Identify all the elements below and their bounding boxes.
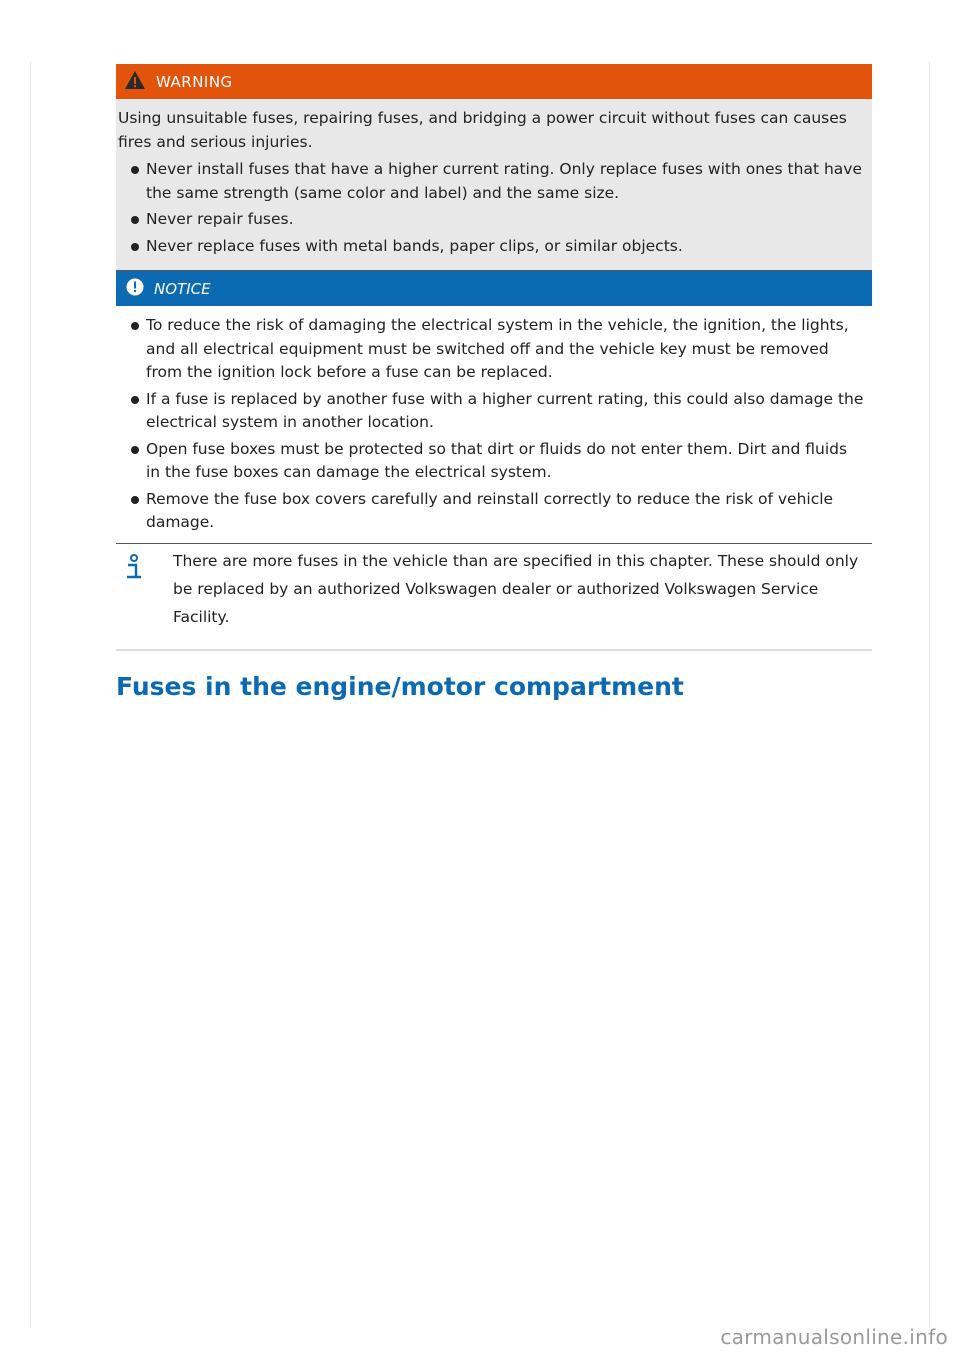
notice-list xyxy=(118,314,866,535)
notice-header xyxy=(116,271,872,306)
watermark: carmanualsonline.info xyxy=(720,1325,948,1349)
info-note xyxy=(116,547,872,651)
list-item: Never install fuses that have a higher current rating. Only replace fuses with ones that have the same strength (same color and label) and the same size. xyxy=(118,158,862,205)
warning-triangle-icon xyxy=(124,70,156,94)
list-item: Never repair fuses. xyxy=(118,208,862,232)
left-margin-line xyxy=(30,62,31,1328)
list-item: Never replace fuses with metal bands, paper clips, or similar objects. xyxy=(118,235,862,259)
info-icon xyxy=(124,554,144,584)
info-text: There are more fuses in the vehicle than are specified in this chapter. These should only be replaced by an authorized Volkswagen dealer or authorized Volkswagen Service Facility. xyxy=(173,552,859,626)
list-item: Open fuse boxes must be protected so that dirt or fluids do not enter them. Dirt and fluids in the fuse boxes can damage the electrical system. xyxy=(118,438,866,485)
list-item: Remove the fuse box covers carefully and reinstall correctly to reduce the risk of vehicle damage. xyxy=(118,488,866,535)
list-item: If a fuse is replaced by another fuse with a higher current rating, this could also damage the electrical system in another location. xyxy=(118,388,866,435)
exclamation-circle-icon xyxy=(126,278,154,300)
notice-title: NOTICE xyxy=(154,279,211,298)
section-title: Fuses in the engine/motor compartment xyxy=(116,672,684,701)
right-margin-line xyxy=(929,62,930,1328)
list-item: To reduce the risk of damaging the electrical system in the vehicle, the ignition, the lights, and all electrical equipment must be switched off and the vehicle key must be removed from the ignition lock before a fuse can be replaced. xyxy=(118,314,866,385)
warning-header xyxy=(116,64,872,99)
warning-intro: Using unsuitable fuses, repairing fuses, and bridging a power circuit without fuses can causes fires and serious injuries. xyxy=(118,109,847,151)
warning-title: WARNING xyxy=(156,72,233,91)
warning-box xyxy=(116,64,872,271)
warning-list xyxy=(118,158,862,258)
notice-box xyxy=(116,271,872,544)
